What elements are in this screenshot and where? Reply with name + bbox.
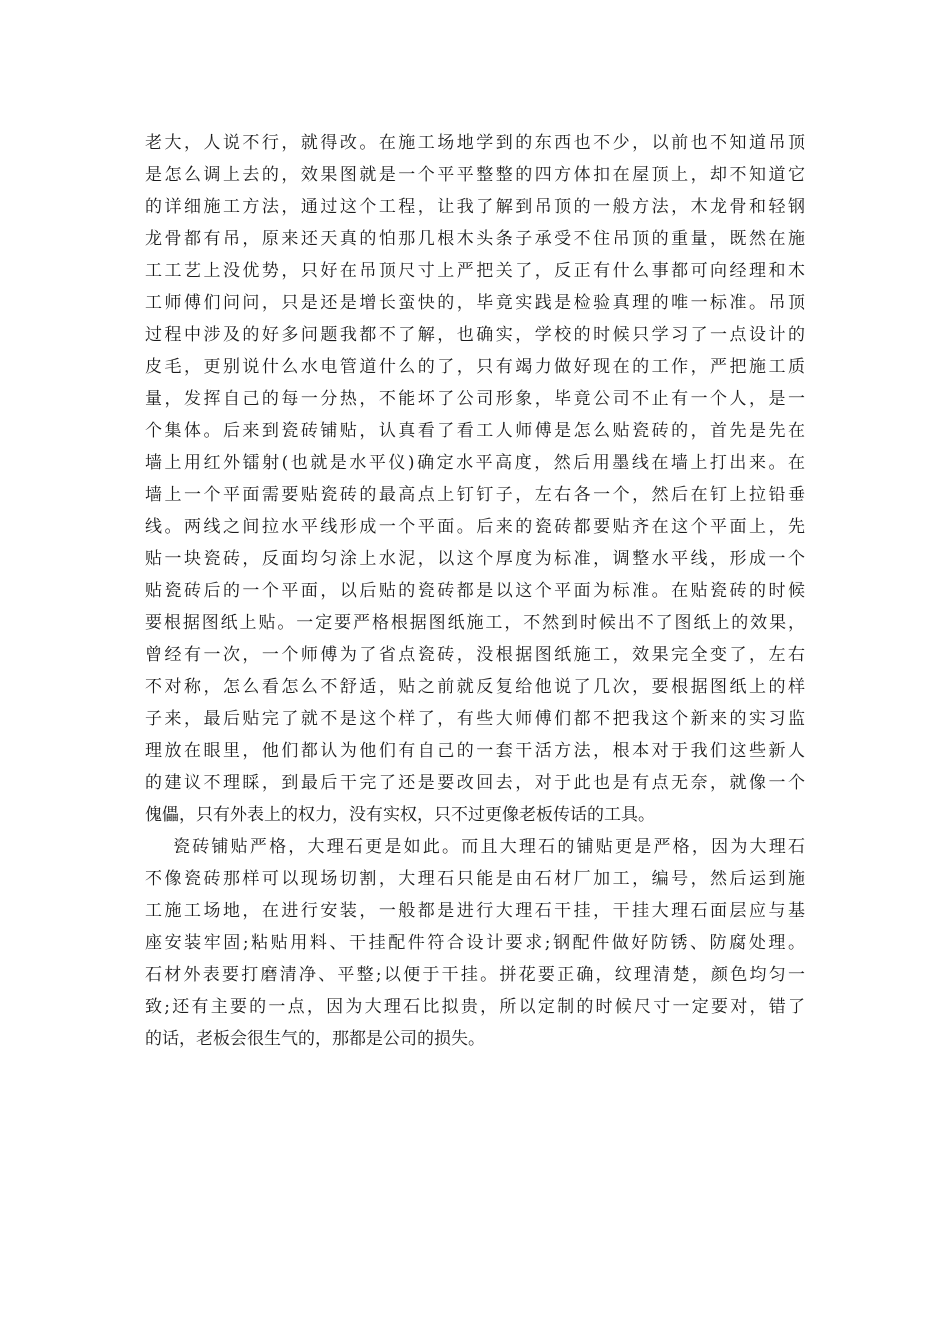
text-line: 墙上一个平面需要贴瓷砖的最高点上钉钉子，左右各一个，然后在钉上拉铅垂 (145, 485, 805, 505)
text-line: 工工艺上没优势，只好在吊顶尺寸上严把关了，反正有什么事都可向经理和木 (145, 261, 805, 281)
text-line: 贴瓷砖后的一个平面，以后贴的瓷砖都是以这个平面为标准。在贴瓷砖的时候 (145, 581, 805, 601)
text-line: 贴一块瓷砖，反面均匀涂上水泥，以这个厚度为标准，调整水平线，形成一个 (145, 549, 805, 569)
text-line: 过程中涉及的好多问题我都不了解，也确实，学校的时候只学习了一点设计的 (145, 325, 805, 345)
text-line: 个集体。后来到瓷砖铺贴，认真看了看工人师傅是怎么贴瓷砖的，首先是先在 (145, 421, 805, 441)
text-line-indented: 瓷砖铺贴严格，大理石更是如此。而且大理石的铺贴更是严格，因为大理石 (173, 837, 805, 857)
text-line: 皮毛，更别说什么水电管道什么的了，只有竭力做好现在的工作，严把施工质 (145, 357, 805, 377)
text-line: 不像瓷砖那样可以现场切割，大理石只能是由石材厂加工，编号，然后运到施 (145, 869, 805, 889)
text-line: 线。两线之间拉水平线形成一个平面。后来的瓷砖都要贴齐在这个平面上，先 (145, 517, 805, 537)
text-line: 曾经有一次，一个师傅为了省点瓷砖，没根据图纸施工，效果完全变了，左右 (145, 645, 805, 665)
text-line: 工师傅们问问，只是还是增长蛮快的，毕竟实践是检验真理的唯一标准。吊顶 (145, 293, 805, 313)
text-line: 量，发挥自己的每一分热，不能坏了公司形象，毕竟公司不止有一个人，是一 (145, 389, 805, 409)
text-line: 墙上用红外镭射(也就是水平仪)确定水平高度，然后用墨线在墙上打出来。在 (145, 453, 805, 473)
text-line: 不对称，怎么看怎么不舒适，贴之前就反复给他说了几次，要根据图纸上的样 (145, 677, 805, 697)
text-line: 要根据图纸上贴。一定要严格根据图纸施工，不然到时候出不了图纸上的效果， (145, 613, 805, 633)
text-line: 老大，人说不行，就得改。在施工场地学到的东西也不少，以前也不知道吊顶 (145, 133, 805, 153)
text-line: 龙骨都有吊，原来还天真的怕那几根木头条子承受不住吊顶的重量，既然在施 (145, 229, 805, 249)
document-body (145, 127, 805, 1055)
text-line: 工施工场地，在进行安装，一般都是进行大理石干挂，干挂大理石面层应与基 (145, 901, 805, 921)
paragraph-2 (145, 831, 805, 1055)
text-line: 致;还有主要的一点，因为大理石比拟贵，所以定制的时候尺寸一定要对，错了 (145, 997, 805, 1017)
text-line: 的话，老板会很生气的，那都是公司的损失。 (145, 1029, 485, 1049)
text-line: 的详细施工方法，通过这个工程，让我了解到吊顶的一般方法，木龙骨和轻钢 (145, 197, 805, 217)
text-line: 傀儡，只有外表上的权力，没有实权，只不过更像老板传话的工具。 (145, 805, 655, 825)
text-line: 石材外表要打磨清净、平整;以便于干挂。拼花要正确，纹理清楚，颜色均匀一 (145, 965, 805, 985)
paragraph-1 (145, 127, 805, 831)
text-line: 是怎么调上去的，效果图就是一个平平整整的四方体扣在屋顶上，却不知道它 (145, 165, 805, 185)
text-line: 子来，最后贴完了就不是这个样了，有些大师傅们都不把我这个新来的实习监 (145, 709, 805, 729)
text-line: 座安装牢固;粘贴用料、干挂配件符合设计要求;钢配件做好防锈、防腐处理。 (145, 933, 805, 953)
text-line: 理放在眼里，他们都认为他们有自己的一套干活方法，根本对于我们这些新人 (145, 741, 805, 761)
text-line: 的建议不理睬，到最后干完了还是要改回去，对于此也是有点无奈，就像一个 (145, 773, 805, 793)
